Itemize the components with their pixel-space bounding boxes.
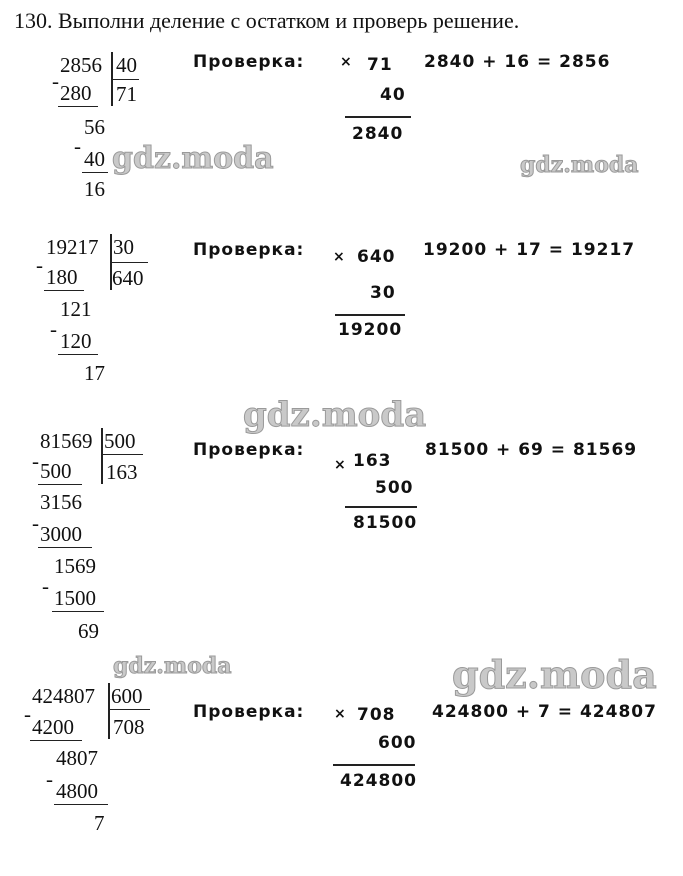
divisor: 40 [116,53,137,77]
minus-sign: - [24,702,31,726]
minus-sign: - [52,69,59,93]
check-product: 81500 [353,513,418,533]
step-subtrahend: 3000 [40,522,82,546]
remainder: 16 [84,177,105,201]
step-line [58,354,98,355]
step-value: 3156 [40,490,82,514]
check-multiplicand: 640 [357,247,396,267]
step-value: 4807 [56,746,98,770]
step-line [52,611,104,612]
times-sign: × [334,706,347,722]
check-multiplier: 500 [375,478,414,498]
check-product: 2840 [352,124,404,144]
step-line [38,484,82,485]
check-multiplicand: 708 [357,705,396,725]
minus-sign: - [46,767,53,791]
quotient: 163 [106,460,138,484]
dividend: 424807 [32,684,95,708]
check-product: 424800 [340,771,417,791]
dividend: 81569 [40,429,93,453]
times-sign: × [334,457,347,473]
exercise-title: 130. Выполни деление с остатком и проверь решение. [14,8,520,33]
dividend: 19217 [46,235,99,259]
step-subtrahend: 1500 [54,586,96,610]
minus-sign: - [36,253,43,277]
remainder: 7 [94,811,105,835]
step-line [58,106,98,107]
step-value: 121 [60,297,92,321]
quotient-line [108,709,150,710]
quotient-line [101,454,143,455]
watermark-logo: gdz.moda [520,152,639,178]
check-line [333,764,415,766]
minus-sign: - [50,317,57,341]
remainder: 69 [78,619,99,643]
step-line [30,740,82,741]
check-multiplier: 40 [380,85,406,105]
step-subtrahend: 4200 [32,715,74,739]
times-sign: × [340,54,353,70]
step-subtrahend: 500 [40,459,72,483]
step-subtrahend: 120 [60,329,92,353]
step-line [82,172,108,173]
verification-equation: 81500 + 69 = 81569 [425,440,638,460]
check-multiplier: 600 [378,733,417,753]
times-sign: × [333,249,346,265]
divisor: 500 [104,429,136,453]
check-line [335,314,405,316]
check-product: 19200 [338,320,403,340]
dividend: 2856 [60,53,102,77]
minus-sign: - [32,511,39,535]
watermark-logo: gdz.moda [452,652,657,697]
step-subtrahend: 180 [46,265,78,289]
verification-equation: 19200 + 17 = 19217 [423,240,636,260]
check-line [345,116,411,118]
remainder: 17 [84,361,105,385]
watermark-logo: gdz.moda [112,141,274,176]
quotient: 708 [113,715,145,739]
check-label: Проверка: [193,702,305,722]
check-multiplicand: 71 [367,55,393,75]
watermark-logo: gdz.moda [243,395,427,435]
divisor: 30 [113,235,134,259]
divisor: 600 [111,684,143,708]
check-label: Проверка: [193,440,305,460]
division-bar [108,683,110,739]
check-line [345,506,417,508]
division-bar [101,428,103,484]
step-subtrahend: 280 [60,81,92,105]
verification-equation: 2840 + 16 = 2856 [424,52,611,72]
quotient-line [111,79,139,80]
quotient: 71 [116,82,137,106]
minus-sign: - [32,449,39,473]
check-label: Проверка: [193,240,305,260]
minus-sign: - [74,134,81,158]
step-value: 1569 [54,554,96,578]
step-subtrahend: 4800 [56,779,98,803]
check-multiplier: 30 [370,283,396,303]
step-line [44,290,84,291]
quotient: 640 [112,266,144,290]
minus-sign: - [42,574,49,598]
quotient-line [110,262,148,263]
step-subtrahend: 40 [84,147,105,171]
watermark-logo: gdz.moda [113,653,232,679]
step-value: 56 [84,115,105,139]
step-line [38,547,92,548]
verification-equation: 424800 + 7 = 424807 [432,702,657,722]
check-multiplicand: 163 [353,451,392,471]
step-line [54,804,108,805]
check-label: Проверка: [193,52,305,72]
